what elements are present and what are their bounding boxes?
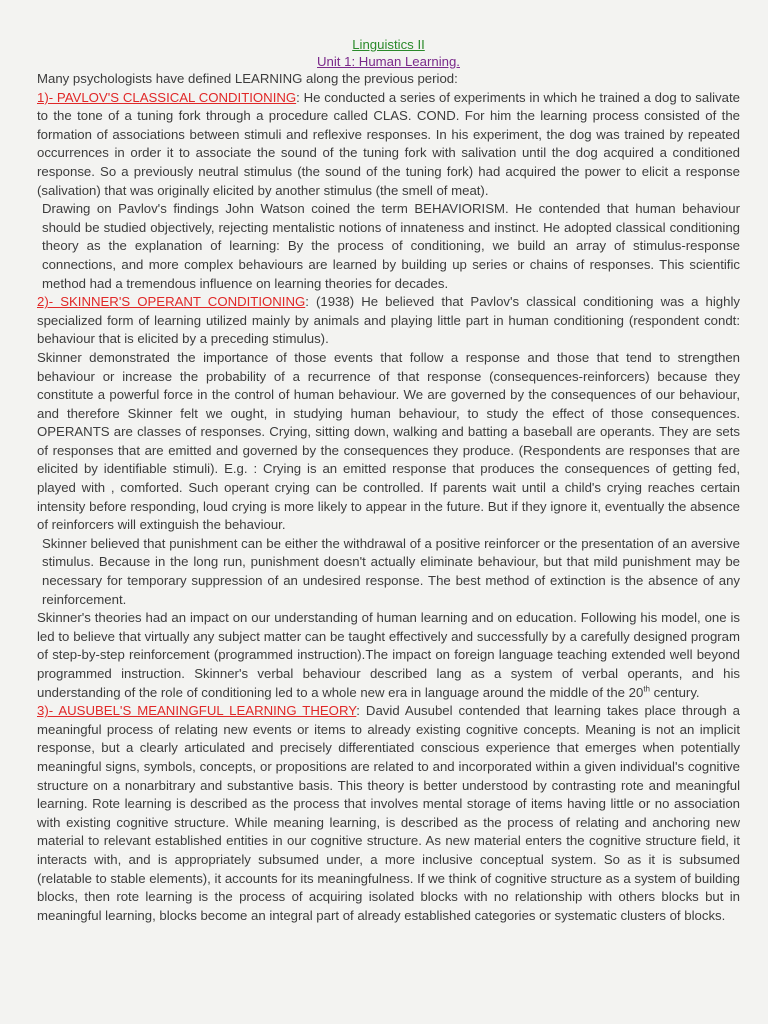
document-body bbox=[37, 70, 740, 925]
skinner-heading: 2)- SKINNER'S OPERANT CONDITIONING bbox=[37, 294, 306, 310]
skinner-paragraph-1: 2)- SKINNER'S OPERANT CONDITIONING: (1938) He believed that Pavlov's classical conditioning was a highly specialized form of learning utilized mainly by animals and playing little part in human conditioning (respondent condt: behaviour that is elicited by a preceding stimulus). bbox=[37, 294, 740, 347]
pavlov-heading: 1)- PAVLOV'S CLASSICAL CONDITIONING bbox=[37, 89, 297, 105]
intro-paragraph: Many psychologists have defined LEARNING along the previous period: bbox=[37, 71, 458, 86]
course-title: Linguistics II bbox=[352, 37, 425, 52]
ausubel-paragraph-1: 3)- AUSUBEL'S MEANINGFUL LEARNING THEORY: David Ausubel contended that learning takes place through a meaningful process of relating new events or items to already existing cognitive concepts. Meaning is not an implicit response, but a clearly articulated and precisely differentiated conscious experience that emerges when potentially meaningful signs, symbols, concepts, or propositions are related to and incorporated within a given individual's cognitive structure on a nonarbitrary and substantive basis. This theory is better understood by contrasting rote and meaningful learning. Rote learning is described as the process that involves mental storage of items having little or no association with existing cognitive structure. While meaning learning, is described as the process of relating and anchoring new material to relevant established entities in our cognitive structure. As new material enters the cognitive structure field, it interacts with, and is appropriately subsumed under, a more inclusive conceptual system. So as it is subsumed (relatable to stable elements), it accounts for its meaningfulness. If we think of cognitive structure as a system of building blocks, then rote learning is the process of acquiring isolated blocks with no relationship with others blocks but in meaningful learning, blocks become an integral part of already established categories or systematic clusters of blocks. bbox=[37, 703, 740, 923]
skinner-paragraph-2: Skinner demonstrated the importance of those events that follow a response and those that tend to strengthen behaviour or increase the probability of a recurrence of that response (consequences-reinforcers) because they constitute a powerful force in the control of human behaviour. We are governed by the consequences of our behaviour, and therefore Skinner felt we ought, in studying human behaviour, to study the effect of those consequences. OPERANTS are classes of responses. Crying, sitting down, walking and batting a baseball are operants. They are sets of responses that are emitted and governed by the consequences they produce. (Respondents are responses that are elicited by identifiable stimuli). E.g. : Crying is an emitted response that produces the consequences of getting fed, played with , comforted. Such operant crying can be controlled. If parents wait until a child's crying reaches certain intensity before responding, loud crying is more likely to appear in the future. But if they ignore it, eventually the absence of reinforcers will extinguish the behaviour. bbox=[37, 349, 740, 533]
pavlov-paragraph-2: Drawing on Pavlov's findings John Watson coined the term BEHAVIORISM. He contended that human behaviour should be studied objectively, rejecting mentalistic notions of innateness and instinct. He adopted classical conditioning theory as the explanation of learning: By the process of conditioning, we build an array of stimulus-response connections, and more complex behaviours are learned by building up series or chains of responses. This scientific method had a tremendous influence on learning theories for decades. bbox=[42, 201, 740, 291]
skinner-paragraph-3: Skinner believed that punishment can be either the withdrawal of a positive reinforcer or the presentation of an aversive stimulus. Because in the long run, punishment doesn't actually eliminate behaviour, but that mild punishment may be necessary for temporary suppression of an undesired response. The best method of extinction is the absence of any reinforcement. bbox=[42, 535, 740, 607]
skinner-paragraph-4: Skinner's theories had an impact on our understanding of human learning and on education. Following his model, one is led to believe that virtually any subject matter can be taught effectively and successfully by a carefully designed program of step-by-step reinforcement (programmed instruction).The impact on foreign language teaching extended well beyond programmed instruction. Skinner's verbal behaviour described lang as a system of verbal operants, and his understanding of the role of conditioning led to a whole new era in language around the middle of the 20th century. bbox=[37, 610, 740, 700]
unit-title: Unit 1: Human Learning. bbox=[317, 54, 460, 69]
ausubel-heading: 3)- AUSUBEL'S MEANINGFUL LEARNING THEORY bbox=[37, 703, 357, 719]
pavlov-paragraph-1: 1)- PAVLOV'S CLASSICAL CONDITIONING: He conducted a series of experiments in which he trained a dog to salivate to the tone of a tuning fork through a procedure called CLAS. COND. For him the learning process consisted of the formation of associations between stimuli and reflexive responses. In his experiment, the dog was trained by repeated occurrences in order it to associate the sound of the tuning fork with salivation until the dog acquired a conditioned response. So a previously neutral stimulus (the sound of the tuning fork) had acquired the power to elicit a response (salivation) that was originally elicited by another stimulus (the smell of meat). bbox=[37, 89, 740, 198]
